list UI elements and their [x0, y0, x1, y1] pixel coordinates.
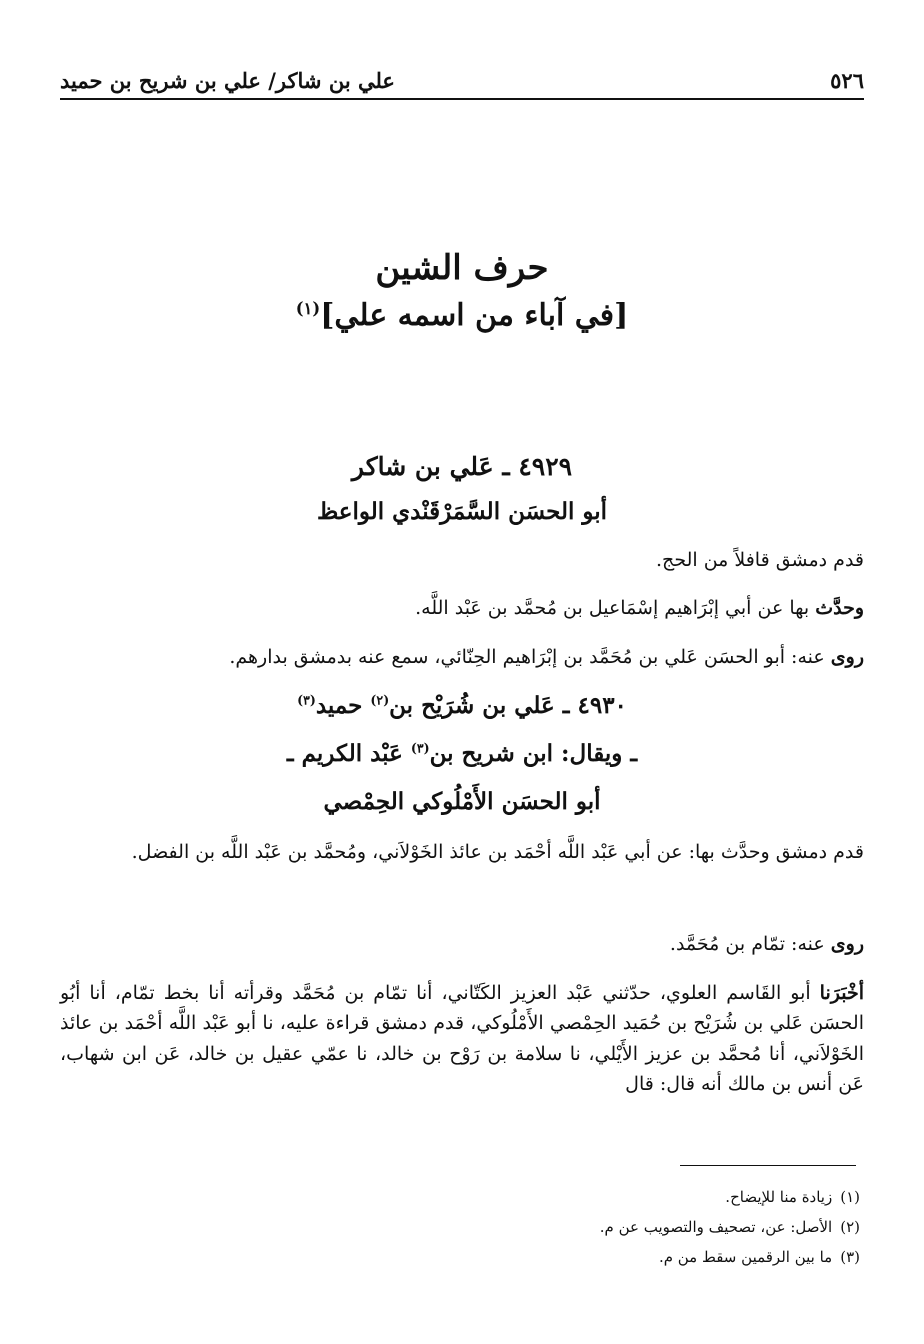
entry-alt-name	[60, 740, 864, 767]
entry-kunya: أبو الحسَن السَّمَرْقَنْدي الواعظ	[316, 498, 608, 525]
footnote-text: ما بين الرقمين سقط من م.	[658, 1248, 833, 1266]
footnote-ref: (٣)	[297, 692, 316, 708]
footnote-ref: (٢)	[370, 692, 390, 708]
paragraph	[60, 932, 864, 957]
paragraph-text: بها عن أبي إبْرَاهيم إسْمَاعيل بن مُحمَّد بن عَبْد اللَّه.	[415, 597, 816, 619]
heading-part: عَبْد الكريم ـ	[286, 740, 411, 767]
paragraph	[60, 645, 864, 670]
footnote-text: زيادة منا للإيضاح.	[725, 1188, 833, 1206]
lead-word: روى	[830, 646, 864, 668]
footnote-number: (١)	[840, 1188, 860, 1206]
chapter-title: حرف الشين	[375, 248, 549, 288]
entry-heading	[60, 692, 864, 719]
paragraph-text: عنه: أبو الحسَن عَلي بن مُحَمَّد بن إبْرَاهيم الحِنّائي، سمع عنه بدمشق بدارهم.	[229, 646, 831, 668]
footnote	[60, 1188, 860, 1206]
footnote	[60, 1248, 860, 1266]
page-number: ٥٢٦	[830, 67, 864, 93]
heading-part: ـ ويقال: ابن شريح بن	[429, 740, 638, 767]
footnote	[60, 1218, 860, 1236]
running-title: علي بن شاكر/ علي بن شريح بن حميد	[60, 67, 395, 93]
footnote-ref: (١)	[295, 299, 321, 318]
lead-word: وحدَّث	[815, 597, 864, 619]
chapter-subtitle-text: [في آباء من اسمه علي]	[320, 298, 629, 333]
heading-part: ٤٩٣٠ ـ عَلي بن شُرَيْح بن	[389, 692, 627, 719]
paragraph: قدم دمشق وحدَّث بها: عن أبي عَبْد اللَّه أحْمَد بن عائذ الخَوْلاَني، ومُحمَّد بن عَبْد اللَّه بن الفضل.	[131, 841, 864, 863]
paragraph	[60, 596, 864, 621]
entry-kunya: أبو الحسَن الأَمْلُوكي الحِمْصي	[323, 788, 601, 815]
paragraph	[60, 978, 864, 1100]
footnote-number: (٣)	[840, 1248, 860, 1266]
footnote-number: (٢)	[840, 1218, 860, 1236]
paragraph-text: عنه: تمّام بن مُحَمَّد.	[669, 933, 831, 955]
footnote-rule	[680, 1165, 856, 1166]
paragraph: قدم دمشق قافلاً من الحج.	[656, 549, 864, 571]
footnote-ref: (٣)	[410, 740, 430, 756]
entry-heading: ٤٩٢٩ ـ عَلي بن شاكر	[351, 452, 573, 481]
footnote-text: الأصل: عن، تصحيف والتصويب عن م.	[599, 1218, 833, 1236]
paragraph-text: أبو القَاسم العلوي، حدّثني عَبْد العزيز الكَتّاني، أنا تمّام بن مُحَمَّد وقرأته أنا بخط تمّام، أنا أبُو الحسَن عَلي بن شُرَيْح بن حُمَيد الحِمْصي الأَمْلُوكي، قدم دمشق قراءة عليه، نا أبو عَبْد اللَّه أحْمَد بن عائذ الخَوْلاَني، أنا مُحمَّد بن عزيز الأَيْلي، نا سلامة بن رَوْح بن خالد، نا عمّي عقيل بن خالد، عَن ابن شهاب، عَن أنس بن مالك أنه قال: قال	[60, 982, 864, 1096]
running-header	[60, 62, 864, 100]
lead-word: روى	[830, 933, 864, 955]
lead-word: أخْبَرَنا	[819, 982, 864, 1004]
heading-part: حميد	[315, 692, 371, 719]
chapter-subtitle	[60, 298, 864, 333]
